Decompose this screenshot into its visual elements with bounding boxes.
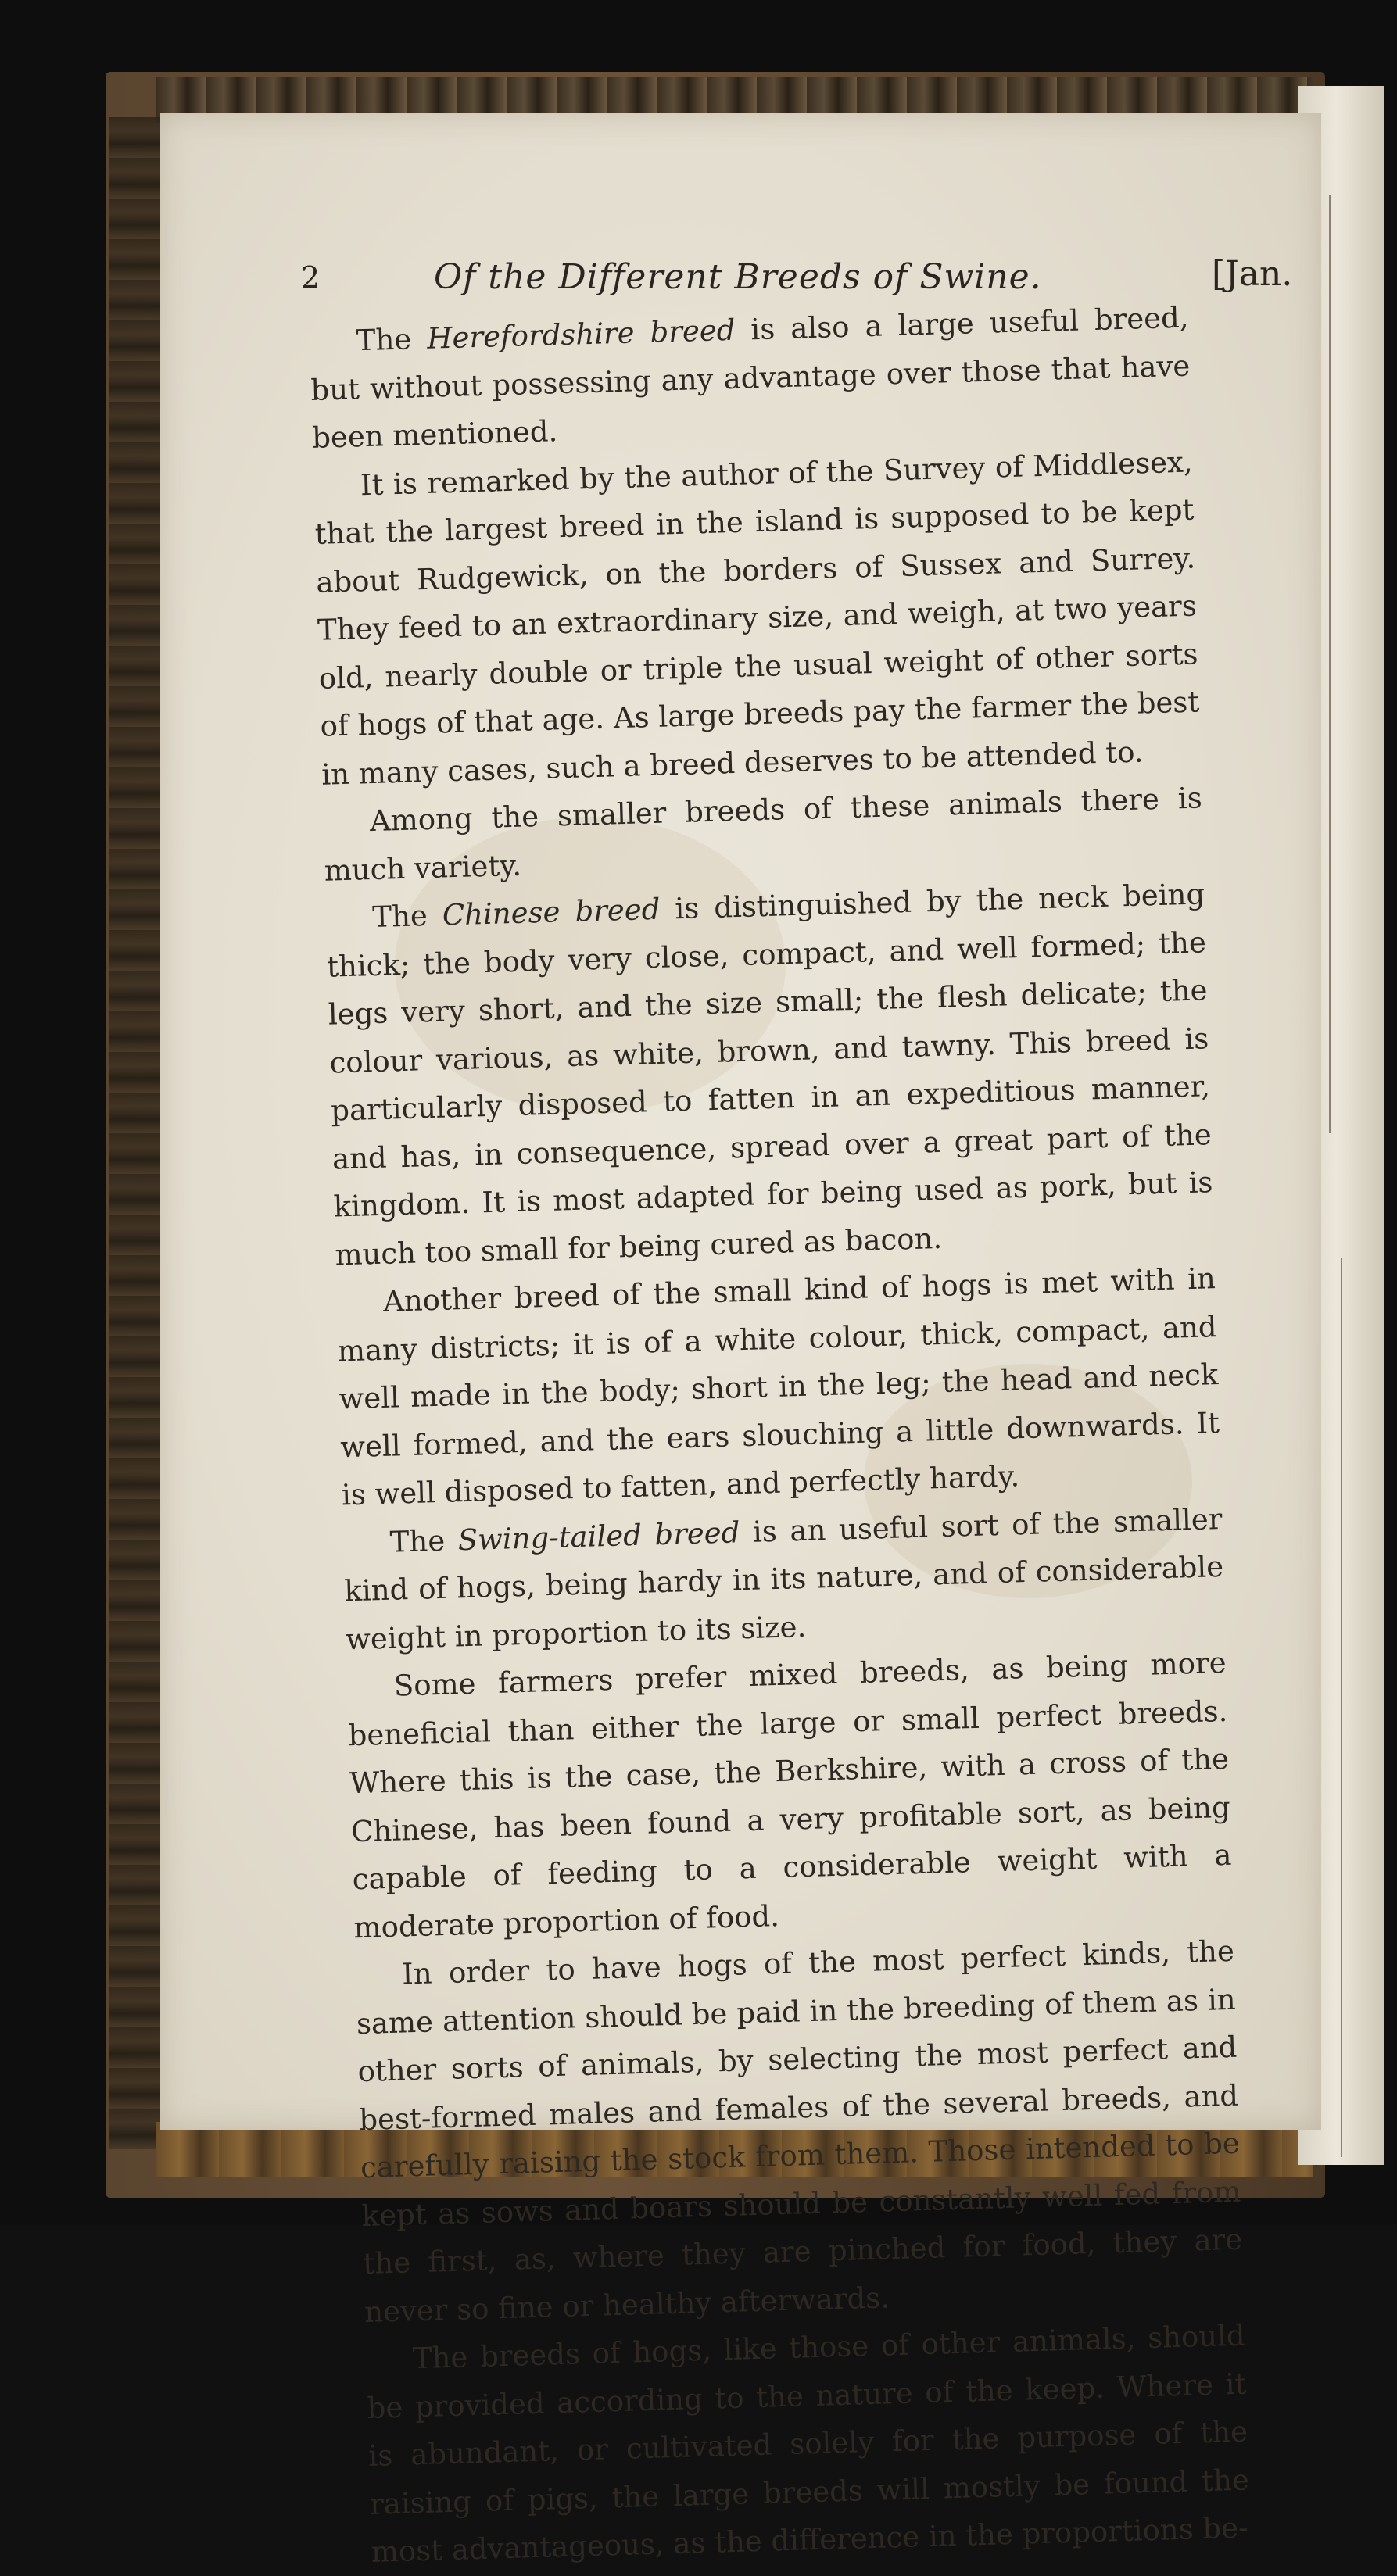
page-edge-line [1329,195,1331,1133]
paragraph: Among the smaller breeds of these animals there is much variety. [324,781,1203,888]
page-number: 2 [301,260,321,295]
book-page [160,113,1321,2569]
page-edge-line [1341,1258,1342,2157]
paragraph: The breeds of hogs, like those of other animals, should be provided according to the nature of the keep. Where it is abundant, or cultivated solely for the purpose of the raising of pigs, the large breeds will mostly be found the most advantageous, as the difference in the proportions be- [367,2318,1250,2569]
paragraph: It is remarked by the author of the Survey of Middlesex, that the largest breed in the island is supposed to be kept about Rudgewick, on the borders of Sussex and Surrey. They feed to an extraordinary size, and weigh, at two years old, nearly double or triple the usual weight of other sorts of hogs of that age. As large breeds pay the farmer the best in many cases, such a breed deserves to be attended to. [314,445,1200,792]
paragraph-italic: Swing-tailed breed [457,1515,740,1557]
paragraph: In order to have hogs of the most perfect kinds, the same attention should be paid in the breeding of them as in other sorts of animals, by selecting the most perfect and best-formed males and females of the several breeds, and carefully raising the stock from them. Those intended to be kept as sows and boars should be constantly well fed from the first, as, where they are pinched for food, they are never so fine or healthy afterwards. [356,1934,1243,2329]
paragraph: The Swing-tailed breed is an useful sort of the smaller kind of hogs, being hardy in its nature, and of considerable weight in proportion to its size. [343,1501,1224,1656]
paragraph: The Herefordshire breed is also a large useful breed, but without possessing any advantage over those that have been mentioned. [310,300,1191,455]
cover-edge-left [109,117,164,2149]
running-head-month: [Jan. [1212,254,1293,294]
paragraph: The Chinese breed is distinguished by the neck being thick; the body very close, compact, and well formed; the legs very short, and the size small; the flesh delicate; the colour various, as white, brown, and tawny. This breed is particularly disposed to fatten in an expeditious manner, and has, in consequence, spread over a great part of the kingdom. It is most adapted for being used as pork, but is much too small for being cured as bacon. [326,877,1213,1272]
body-text [309,294,1251,2576]
paragraph-italic: Chinese breed [442,892,661,932]
running-head: Of the Different Breeds of Swine. [434,257,1042,297]
paragraph: Some farmers prefer mixed breeds, as being more beneficial than either the large or small perfect breeds. Where this is the case, the Berkshire, with a cross of the Chinese, has been found a very profitable sort, as being capable of feeding to a considerable weight with a moderate proportion of food. [348,1645,1232,1945]
paragraph: Another breed of the small kind of hogs is met with in many districts; it is of a white colour, thick, compact, and well made in the body; short in the leg; the head and neck well formed, and the ears slouching a little downwards. It is well disposed to fatten, and perfectly hardy. [337,1261,1220,1512]
paragraph-italic: Herefordshire breed [426,313,736,356]
